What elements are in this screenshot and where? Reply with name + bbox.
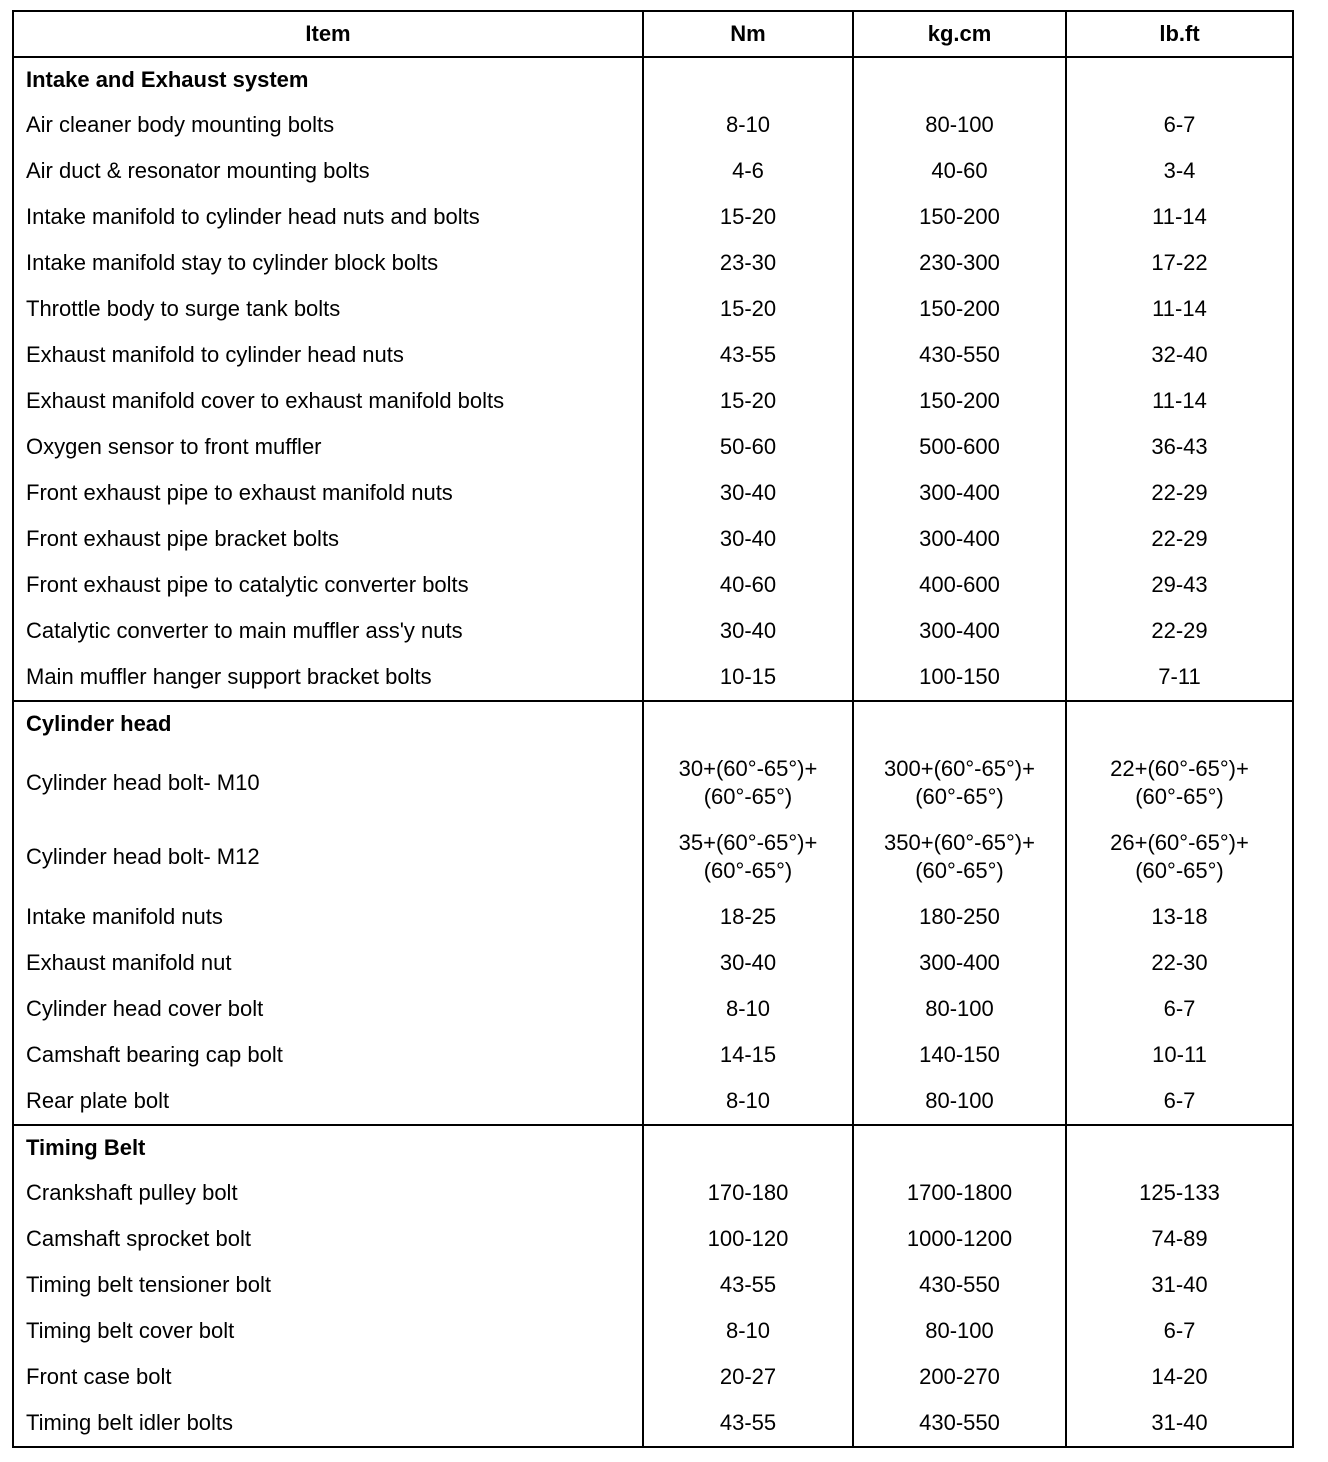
lbft-cell: 125-133 [1066, 1170, 1293, 1216]
section-title: Cylinder head [13, 701, 643, 746]
kgcm-cell: 400-600 [853, 562, 1066, 608]
lbft-cell: 74-89 [1066, 1216, 1293, 1262]
item-cell: Cylinder head bolt- M12 [13, 820, 643, 894]
table-row [13, 820, 1293, 894]
table-row [13, 986, 1293, 1032]
nm-cell: 30-40 [643, 608, 853, 654]
section-heading-row [13, 57, 1293, 102]
lbft-cell: 11-14 [1066, 378, 1293, 424]
item-cell: Air duct & resonator mounting bolts [13, 148, 643, 194]
item-cell: Main muffler hanger support bracket bolts [13, 654, 643, 701]
item-cell: Timing belt cover bolt [13, 1308, 643, 1354]
kgcm-cell: 180-250 [853, 894, 1066, 940]
table-row [13, 562, 1293, 608]
nm-cell: 4-6 [643, 148, 853, 194]
kgcm-cell: 1000-1200 [853, 1216, 1066, 1262]
nm-cell: 43-55 [643, 1400, 853, 1447]
section-title: Intake and Exhaust system [13, 57, 643, 102]
torque-spec-table [12, 10, 1294, 1448]
section-block [13, 1125, 1293, 1447]
nm-cell: 30-40 [643, 940, 853, 986]
nm-cell: 15-20 [643, 378, 853, 424]
lbft-cell: 10-11 [1066, 1032, 1293, 1078]
kgcm-cell: 80-100 [853, 986, 1066, 1032]
kgcm-cell: 300-400 [853, 470, 1066, 516]
lbft-cell: 3-4 [1066, 148, 1293, 194]
section-heading-row [13, 701, 1293, 746]
item-cell: Intake manifold stay to cylinder block bolts [13, 240, 643, 286]
kgcm-cell: 80-100 [853, 102, 1066, 148]
item-cell: Front exhaust pipe to exhaust manifold nuts [13, 470, 643, 516]
table-header [13, 11, 1293, 57]
table-row [13, 332, 1293, 378]
kgcm-cell: 80-100 [853, 1078, 1066, 1125]
empty-cell [643, 701, 853, 746]
nm-cell: 15-20 [643, 286, 853, 332]
kgcm-cell: 300-400 [853, 516, 1066, 562]
nm-cell: 170-180 [643, 1170, 853, 1216]
lbft-cell: 6-7 [1066, 986, 1293, 1032]
item-cell: Catalytic converter to main muffler ass'y nuts [13, 608, 643, 654]
empty-cell [853, 1125, 1066, 1170]
empty-cell [853, 57, 1066, 102]
kgcm-cell: 1700-1800 [853, 1170, 1066, 1216]
item-cell: Camshaft bearing cap bolt [13, 1032, 643, 1078]
table-row [13, 746, 1293, 820]
kgcm-cell: 300-400 [853, 608, 1066, 654]
nm-cell: 100-120 [643, 1216, 853, 1262]
lbft-cell: 17-22 [1066, 240, 1293, 286]
table-row [13, 1354, 1293, 1400]
nm-cell: 14-15 [643, 1032, 853, 1078]
table-row [13, 1216, 1293, 1262]
header-nm: Nm [643, 11, 853, 57]
nm-cell: 30-40 [643, 470, 853, 516]
nm-cell: 18-25 [643, 894, 853, 940]
item-cell: Rear plate bolt [13, 1078, 643, 1125]
table-row [13, 102, 1293, 148]
nm-cell: 20-27 [643, 1354, 853, 1400]
nm-cell: 8-10 [643, 1308, 853, 1354]
nm-cell: 43-55 [643, 1262, 853, 1308]
item-cell: Intake manifold to cylinder head nuts and bolts [13, 194, 643, 240]
item-cell: Cylinder head cover bolt [13, 986, 643, 1032]
lbft-cell: 6-7 [1066, 102, 1293, 148]
kgcm-cell: 500-600 [853, 424, 1066, 470]
empty-cell [1066, 1125, 1293, 1170]
nm-cell: 8-10 [643, 102, 853, 148]
table-row [13, 240, 1293, 286]
item-cell: Exhaust manifold to cylinder head nuts [13, 332, 643, 378]
kgcm-cell: 150-200 [853, 286, 1066, 332]
section-heading-row [13, 1125, 1293, 1170]
kgcm-cell: 140-150 [853, 1032, 1066, 1078]
nm-cell: 10-15 [643, 654, 853, 701]
kgcm-cell: 40-60 [853, 148, 1066, 194]
empty-cell [643, 1125, 853, 1170]
table-row [13, 894, 1293, 940]
lbft-cell: 22-29 [1066, 470, 1293, 516]
nm-cell: 30+(60°-65°)+(60°-65°) [643, 746, 853, 820]
lbft-cell: 26+(60°-65°)+(60°-65°) [1066, 820, 1293, 894]
kgcm-cell: 430-550 [853, 332, 1066, 378]
item-cell: Throttle body to surge tank bolts [13, 286, 643, 332]
item-cell: Exhaust manifold nut [13, 940, 643, 986]
kgcm-cell: 350+(60°-65°)+(60°-65°) [853, 820, 1066, 894]
item-cell: Cylinder head bolt- M10 [13, 746, 643, 820]
kgcm-cell: 230-300 [853, 240, 1066, 286]
lbft-cell: 22-30 [1066, 940, 1293, 986]
lbft-cell: 29-43 [1066, 562, 1293, 608]
table-row [13, 194, 1293, 240]
table-row [13, 286, 1293, 332]
section-title: Timing Belt [13, 1125, 643, 1170]
empty-cell [1066, 701, 1293, 746]
nm-cell: 35+(60°-65°)+(60°-65°) [643, 820, 853, 894]
table-row [13, 654, 1293, 701]
empty-cell [1066, 57, 1293, 102]
item-cell: Front case bolt [13, 1354, 643, 1400]
lbft-cell: 14-20 [1066, 1354, 1293, 1400]
empty-cell [643, 57, 853, 102]
nm-cell: 40-60 [643, 562, 853, 608]
kgcm-cell: 80-100 [853, 1308, 1066, 1354]
lbft-cell: 13-18 [1066, 894, 1293, 940]
nm-cell: 30-40 [643, 516, 853, 562]
lbft-cell: 31-40 [1066, 1400, 1293, 1447]
item-cell: Camshaft sprocket bolt [13, 1216, 643, 1262]
table-row [13, 1308, 1293, 1354]
kgcm-cell: 300-400 [853, 940, 1066, 986]
section-block [13, 701, 1293, 1125]
nm-cell: 15-20 [643, 194, 853, 240]
table-row [13, 516, 1293, 562]
table-row [13, 148, 1293, 194]
kgcm-cell: 100-150 [853, 654, 1066, 701]
kgcm-cell: 300+(60°-65°)+(60°-65°) [853, 746, 1066, 820]
nm-cell: 23-30 [643, 240, 853, 286]
table-row [13, 1032, 1293, 1078]
table-row [13, 1400, 1293, 1447]
lbft-cell: 11-14 [1066, 286, 1293, 332]
item-cell: Intake manifold nuts [13, 894, 643, 940]
kgcm-cell: 430-550 [853, 1400, 1066, 1447]
item-cell: Front exhaust pipe bracket bolts [13, 516, 643, 562]
lbft-cell: 22+(60°-65°)+(60°-65°) [1066, 746, 1293, 820]
item-cell: Timing belt tensioner bolt [13, 1262, 643, 1308]
item-cell: Exhaust manifold cover to exhaust manifold bolts [13, 378, 643, 424]
kgcm-cell: 150-200 [853, 378, 1066, 424]
header-lbft: lb.ft [1066, 11, 1293, 57]
lbft-cell: 36-43 [1066, 424, 1293, 470]
item-cell: Crankshaft pulley bolt [13, 1170, 643, 1216]
nm-cell: 8-10 [643, 986, 853, 1032]
table-row [13, 378, 1293, 424]
header-row [13, 11, 1293, 57]
kgcm-cell: 430-550 [853, 1262, 1066, 1308]
nm-cell: 50-60 [643, 424, 853, 470]
nm-cell: 43-55 [643, 332, 853, 378]
lbft-cell: 11-14 [1066, 194, 1293, 240]
table-row [13, 1262, 1293, 1308]
nm-cell: 8-10 [643, 1078, 853, 1125]
table-row [13, 1078, 1293, 1125]
table-row [13, 424, 1293, 470]
item-cell: Front exhaust pipe to catalytic converter bolts [13, 562, 643, 608]
lbft-cell: 6-7 [1066, 1078, 1293, 1125]
empty-cell [853, 701, 1066, 746]
table-row [13, 470, 1293, 516]
header-kgcm: kg.cm [853, 11, 1066, 57]
lbft-cell: 7-11 [1066, 654, 1293, 701]
section-block [13, 57, 1293, 701]
kgcm-cell: 150-200 [853, 194, 1066, 240]
table-row [13, 608, 1293, 654]
item-cell: Oxygen sensor to front muffler [13, 424, 643, 470]
table-row [13, 940, 1293, 986]
lbft-cell: 32-40 [1066, 332, 1293, 378]
table-row [13, 1170, 1293, 1216]
lbft-cell: 31-40 [1066, 1262, 1293, 1308]
item-cell: Air cleaner body mounting bolts [13, 102, 643, 148]
header-item: Item [13, 11, 643, 57]
item-cell: Timing belt idler bolts [13, 1400, 643, 1447]
lbft-cell: 22-29 [1066, 516, 1293, 562]
kgcm-cell: 200-270 [853, 1354, 1066, 1400]
lbft-cell: 22-29 [1066, 608, 1293, 654]
lbft-cell: 6-7 [1066, 1308, 1293, 1354]
